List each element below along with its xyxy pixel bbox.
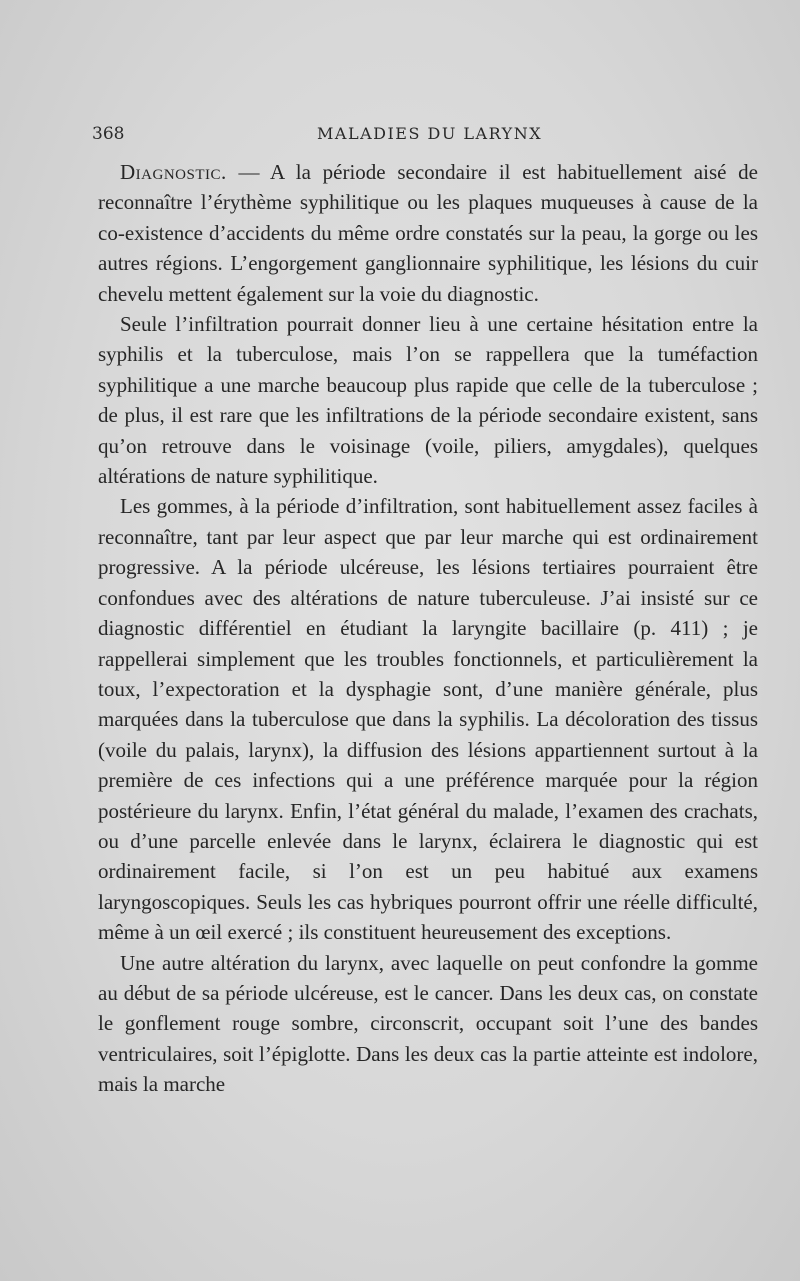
paragraph-diagnostic <box>98 157 758 309</box>
running-title: MALADIES DU LARYNX <box>317 124 543 143</box>
section-lead: Diagnostic. <box>120 160 227 184</box>
paragraph: Les gommes, à la période d’infiltration, sont habituellement assez faciles à reconnaître, tant par leur aspect que par leur marche qui est ordinairement progressive. A la période ulcéreuse, les lésions tertiaires pourraient être confondues avec des altérations de nature tuberculeuse. J’ai insisté sur ce diagnostic différentiel en étudiant la laryngite bacillaire (p. 411) ; je rappellerai simplement que les troubles fonctionnels, et particulièrement la toux, l’expectoration et la dysphagie sont, d’une manière générale, plus marquées dans la tuberculose que dans la syphilis. La décoloration des tissus (voile du palais, larynx), la diffusion des lésions appartiennent surtout à la première de ces infections qui a une préférence marquée pour la région postérieure du larynx. Enfin, l’état général du malade, l’examen des crachats, ou d’une parcelle enlevée dans le larynx, éclairera le diagnostic qui est ordinairement facile, si l’on est un peu habitué aux examens laryngoscopiques. Seuls les cas hybriques pourront offrir une réelle difficulté, même à un œil exercé ; ils constituent heureusement des exceptions. <box>98 494 758 945</box>
paragraph-text: — A la période secondaire il est habituellement aisé de reconnaître l’érythème syphilitique ou les plaques muqueuses à cause de la co-existence d’accidents du même ordre constatés sur la peau, la gorge ou les autres régions. L’engorgement ganglionnaire syphilitique, les lésions du cuir chevelu mettent également sur la voie du diagnostic. <box>98 160 758 306</box>
paragraph: Seule l’infiltration pourrait donner lieu à une certaine hésitation entre la syphilis et la tuberculose, mais l’on se rappellera que la tuméfaction syphilitique a une marche beaucoup plus rapide que celle de la tuberculose ; de plus, il est rare que les infiltrations de la période secondaire existent, sans qu’on retrouve dans le voisinage (voile, piliers, amygdales), quelques altérations de nature syphilitique. <box>98 312 758 489</box>
paragraph: Une autre altération du larynx, avec laquelle on peut confondre la gomme au début de sa période ulcéreuse, est le cancer. Dans les deux cas, on constate le gonflement rouge sombre, circonscrit, occupant soit l’une des bandes ventriculaires, soit l’épiglotte. Dans les deux cas la partie atteinte est indolore, mais la marche <box>98 950 758 1097</box>
body-text <box>98 157 758 1100</box>
page-header <box>92 118 732 148</box>
page-number: 368 <box>92 124 125 144</box>
